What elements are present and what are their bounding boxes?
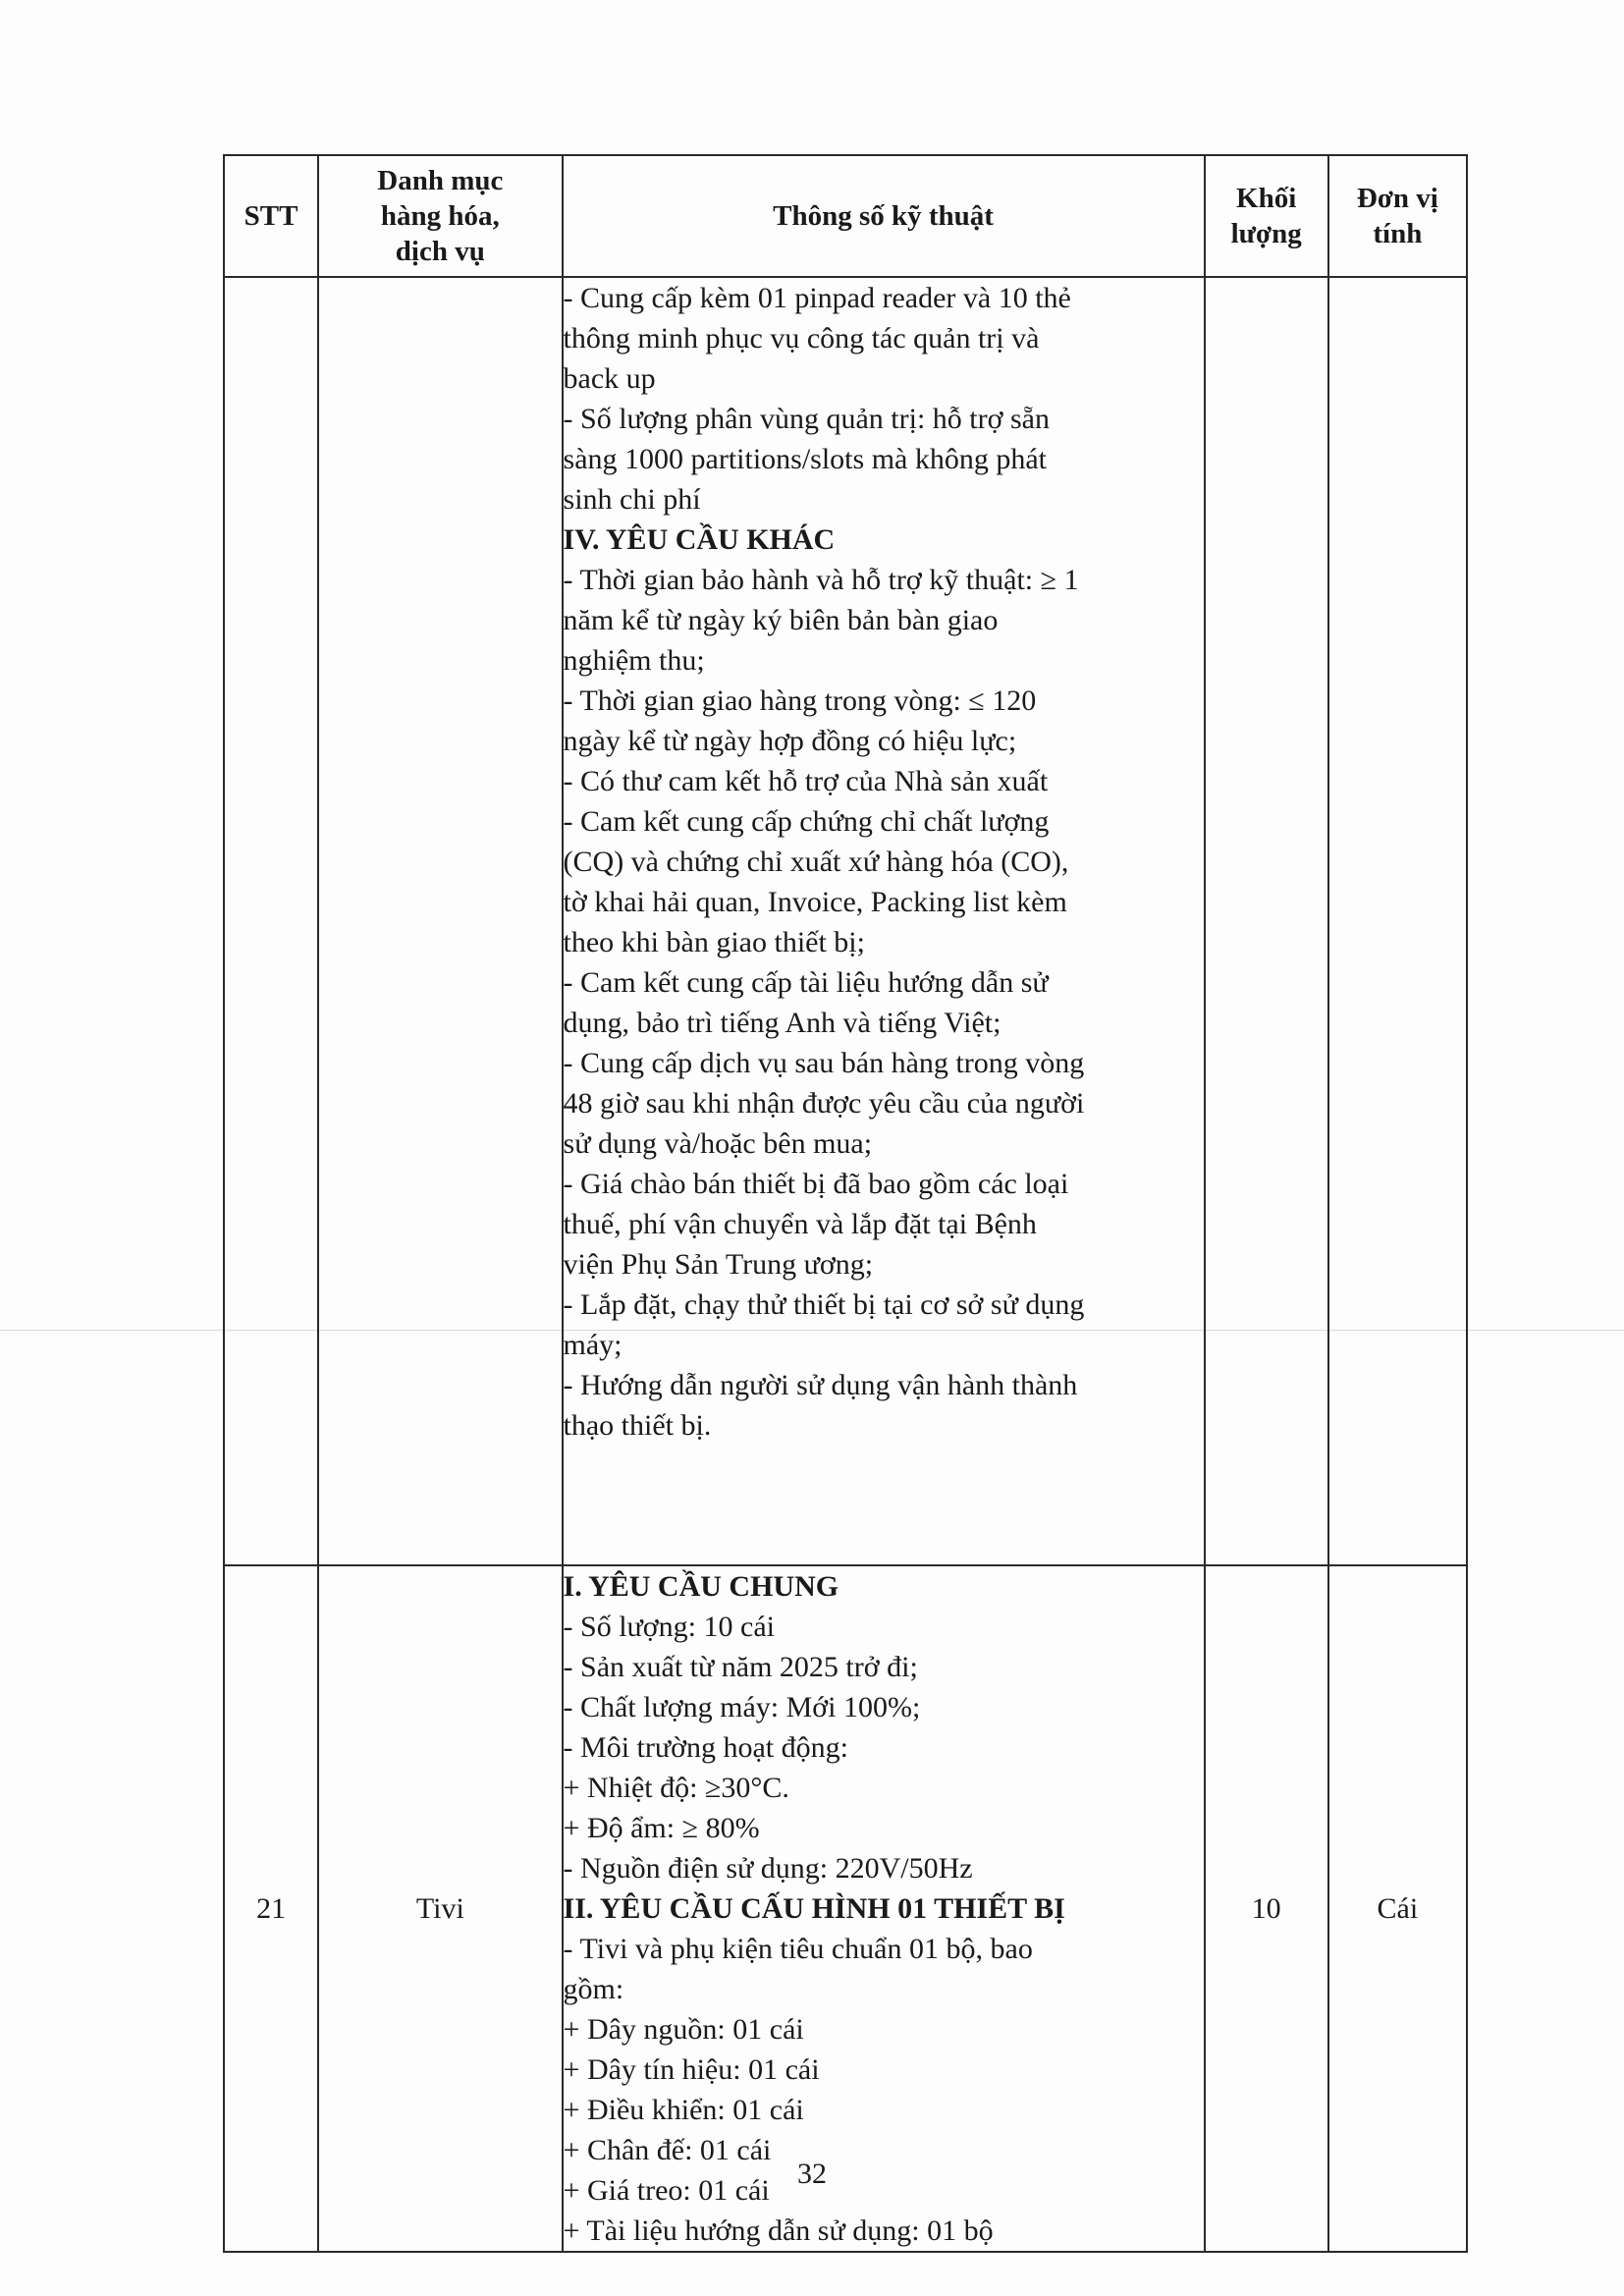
spec-line: - Cam kết cung cấp chứng chỉ chất lượng	[563, 805, 1050, 838]
spec-line: năm kể từ ngày ký biên bản bàn giao	[563, 604, 999, 636]
spec-line: máy;	[563, 1329, 623, 1361]
spec-line: gồm:	[563, 1973, 624, 2005]
header-quantity-label: Khối lượng	[1230, 183, 1302, 249]
spec-line: - Số lượng: 10 cái	[563, 1611, 775, 1643]
cell-stt: 21	[224, 1565, 318, 2252]
spec-line: thạo thiết bị.	[563, 1409, 712, 1442]
spec-line: - Tivi và phụ kiện tiêu chuẩn 01 bộ, bao	[563, 1933, 1033, 1965]
spec-line: - Có thư cam kết hỗ trợ của Nhà sản xuất	[563, 765, 1049, 797]
spec-line: thuế, phí vận chuyển và lắp đặt tại Bệnh	[563, 1208, 1037, 1240]
cell-item-name: Tivi	[318, 1565, 562, 2252]
spec-line: nghiệm thu;	[563, 644, 705, 677]
spec-line: - Lắp đặt, chạy thử thiết bị tại cơ sở sử dụng	[563, 1288, 1085, 1321]
cell-stt	[224, 277, 318, 1565]
table-row	[224, 277, 1467, 1565]
spec-line: + Giá treo: 01 cái	[563, 2174, 770, 2207]
spec-line: - Cung cấp kèm 01 pinpad reader và 10 thẻ	[563, 282, 1071, 314]
spec-line: thông minh phục vụ công tác quản trị và	[563, 322, 1040, 355]
header-item-name-label: Danh mục hàng hóa, dịch vụ	[377, 165, 504, 267]
spec-line: + Dây tín hiệu: 01 cái	[563, 2053, 820, 2086]
page-number: 32	[797, 2158, 827, 2190]
spec-line: sử dụng và/hoặc bên mua;	[563, 1127, 873, 1160]
spec-line: - Nguồn điện sử dụng: 220V/50Hz	[563, 1852, 973, 1885]
technical-spec-table	[223, 154, 1468, 2253]
table-header-row	[224, 155, 1467, 277]
header-unit	[1328, 155, 1467, 277]
spec-line: - Môi trường hoạt động:	[563, 1731, 848, 1764]
spec-line: - Chất lượng máy: Mới 100%;	[563, 1691, 921, 1723]
header-item-name	[318, 155, 562, 277]
spec-line: - Thời gian giao hàng trong vòng: ≤ 120	[563, 684, 1037, 717]
spec-line: 48 giờ sau khi nhận được yêu cầu của người	[563, 1087, 1085, 1120]
cell-technical-spec	[563, 1565, 1205, 2252]
spec-line: - Giá chào bán thiết bị đã bao gồm các loại	[563, 1168, 1069, 1200]
spec-line: ngày kể từ ngày hợp đồng có hiệu lực;	[563, 725, 1017, 757]
cell-quantity: 10	[1205, 1565, 1328, 2252]
header-unit-label: Đơn vị tính	[1356, 183, 1438, 249]
cell-quantity	[1205, 277, 1328, 1565]
spec-line: theo khi bàn giao thiết bị;	[563, 926, 865, 958]
spec-line: viện Phụ Sản Trung ương;	[563, 1248, 874, 1281]
spec-section-heading: I. YÊU CẦU CHUNG	[563, 1570, 839, 1603]
spec-line: sinh chi phí	[563, 483, 701, 516]
spec-section-heading: II. YÊU CẦU CẤU HÌNH 01 THIẾT BỊ	[563, 1892, 1065, 1925]
spec-line: back up	[563, 362, 656, 395]
spec-section-heading: IV. YÊU CẦU KHÁC	[563, 523, 836, 556]
spec-line: + Độ ẩm: ≥ 80%	[563, 1812, 760, 1844]
spec-line: dụng, bảo trì tiếng Anh và tiếng Việt;	[563, 1007, 1001, 1039]
cell-unit	[1328, 277, 1467, 1565]
spec-line: - Cung cấp dịch vụ sau bán hàng trong vòng	[563, 1047, 1085, 1079]
spec-line: - Thời gian bảo hành và hỗ trợ kỹ thuật: ≥ 1	[563, 564, 1079, 596]
header-technical-spec: Thông số kỹ thuật	[563, 155, 1205, 277]
cell-unit: Cái	[1328, 1565, 1467, 2252]
spec-line: + Nhiệt độ: ≥30°C.	[563, 1772, 789, 1804]
table-row	[224, 1565, 1467, 2252]
spec-line: - Sản xuất từ năm 2025 trở đi;	[563, 1651, 918, 1683]
spec-line: + Chân đế: 01 cái	[563, 2134, 772, 2166]
spec-line: tờ khai hải quan, Invoice, Packing list kèm	[563, 886, 1067, 918]
spec-line: + Điều khiển: 01 cái	[563, 2094, 804, 2126]
spec-line: + Tài liệu hướng dẫn sử dụng: 01 bộ	[563, 2214, 994, 2247]
spec-line: sàng 1000 partitions/slots mà không phát	[563, 443, 1047, 475]
spec-line: (CQ) và chứng chỉ xuất xứ hàng hóa (CO),	[563, 846, 1069, 878]
header-quantity	[1205, 155, 1328, 277]
spec-line: - Hướng dẫn người sử dụng vận hành thành	[563, 1369, 1078, 1401]
spec-line: - Số lượng phân vùng quản trị: hỗ trợ sẵn	[563, 403, 1050, 435]
cell-item-name	[318, 277, 562, 1565]
header-stt: STT	[224, 155, 318, 277]
spec-line: - Cam kết cung cấp tài liệu hướng dẫn sử	[563, 966, 1049, 999]
spec-line: + Dây nguồn: 01 cái	[563, 2013, 804, 2046]
cell-technical-spec	[563, 277, 1205, 1565]
